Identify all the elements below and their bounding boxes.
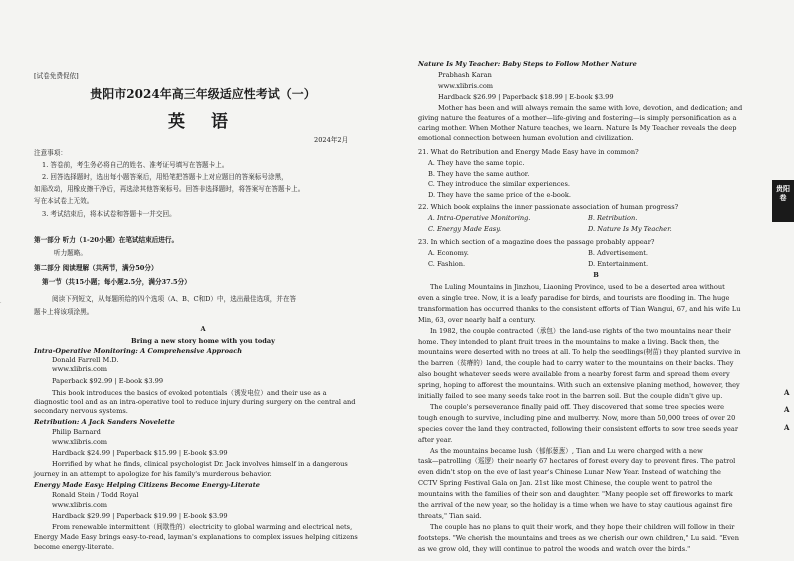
question-option: B. They have the same author.	[428, 170, 530, 178]
subject-title: 英 语	[168, 112, 238, 132]
passage-b-line: even a single tree. Now, it is a leafy paradise for birds, and tourists are flooding in. The huge	[418, 293, 730, 302]
passage-b-line: also bought whatever seeds were available from a nearby forest farm and spread them every	[418, 370, 730, 379]
book-price: Hardback $29.99 | Paperback $19.99 | E-book $3.99	[52, 512, 228, 520]
book-author: Prabhash Karan	[438, 71, 492, 79]
book-author: Philip Barnard	[52, 428, 101, 436]
book-desc: journey in an attempt to apologize for his family's murderous behavior.	[34, 470, 272, 478]
question-option: B. Retribution.	[588, 214, 638, 222]
passage-b-line: Min, 63, over nearly half a century.	[418, 315, 536, 324]
book-price: Paperback $92.99 | E-book $3.99	[52, 377, 164, 385]
book-title: Intra-Operative Monitoring: A Comprehensive Approach	[34, 347, 243, 355]
passage-b-line: The couple's perseverance finally paid off. They discovered that some tree species were	[430, 402, 725, 411]
part2-section: 第一节（共15小题；每小题2.5分，满分37.5分）	[42, 278, 191, 286]
book-desc: From renewable intermittent（间歇性的）electricity to global warming and electrical nets,	[52, 523, 353, 531]
passage-b-line: the barren（贫瘠的）land, the couple had to carry water to the mountains on their backs. They	[418, 359, 734, 368]
passage-b-line: species cover the land they contracted, following their consistent efforts to sow tree seeds year	[418, 424, 738, 433]
note-item: 2. 回答选择题时，选出每小题答案后，用铅笔把答题卡上对应题目的答案标号涂黑，	[42, 173, 288, 181]
passage-a-letter: A	[200, 325, 206, 333]
book-title: Retribution: A Jack Sanders Novelette	[34, 418, 175, 426]
question-option: C. They introduce the similar experiences.	[428, 180, 570, 188]
note-item: 写在本试卷上无效。	[34, 197, 94, 205]
book-author: Donald Farrell M.D.	[52, 356, 119, 364]
book-title: Nature Is My Teacher: Baby Steps to Follow Mother Nature	[418, 60, 637, 68]
notes-label: 注意事项：	[34, 149, 67, 157]
margin-mark: A	[784, 388, 790, 397]
book-title: Energy Made Easy: Helping Citizens Become Energy-Literate	[34, 481, 260, 489]
passage-b-line: As the mountains became lush（郁郁葱葱）, Tian and Lu were charged with a new	[430, 446, 703, 455]
question-option: D. Entertainment.	[588, 260, 649, 268]
question-option: A. Intra-Operative Monitoring.	[428, 214, 531, 222]
exam-date: 2024年2月	[314, 136, 349, 144]
passage-b-line: CCTV Spring Festival Gala on Jan. 21st like most Chinese, the couple went to patrol the	[418, 479, 713, 488]
margin-mark: A	[784, 405, 790, 414]
book-desc: diagnostic tool and as an intra-operative tool to reduce injury during surgery on the central and	[34, 398, 356, 406]
passage-b-line: the arrival of the new year, so the holiday is a time when we have to stay cautious against fire	[418, 501, 733, 509]
book-desc: caring mother. When Mother Nature teaches, we learn. Nature Is My Teacher reveals the deep	[418, 124, 737, 132]
exam-title: 贵阳市2024年高三年级适应性考试（一）	[90, 87, 316, 101]
part2-line: 第二部分 阅读理解（共两节，满分50分）	[34, 264, 158, 272]
question-option: C. Fashion.	[428, 260, 466, 268]
passage-b-line: threats," Tian said.	[418, 511, 482, 520]
region-tab-line: 贵阳	[776, 184, 790, 193]
book-site: www.xlibris.com	[52, 438, 108, 446]
book-site: www.xlibris.com	[52, 365, 108, 373]
book-desc: Energy Made Easy brings easy-to-read, layman's explanations to complex issues helping citizens	[34, 533, 358, 541]
part2-instr: 题卡上将该项涂黑。	[34, 308, 94, 316]
passage-b-letter: B	[593, 271, 599, 279]
passage-b-line: mountains with the families of their son and daughter. "Many people set off fireworks to mark	[418, 490, 733, 499]
question-option: C. Energy Made Easy.	[428, 225, 502, 233]
margin-mark: A	[784, 423, 790, 432]
passage-b-line: In 1982, the couple contracted（承包）the land-use rights of the two mountains near their	[430, 326, 731, 335]
exam-tag: [试卷免费促依]	[34, 72, 79, 80]
note-item: 3. 考试结束后，将本试卷和答题卡一并交回。	[42, 210, 176, 218]
question-stem: 22. Which book explains the inner passionate association of human progress?	[418, 203, 679, 211]
question-option: A. Economy.	[428, 249, 469, 257]
note-item: 1. 答卷前，考生务必将自己的姓名、准考证号填写在答题卡上。	[42, 161, 229, 169]
book-desc: become energy-literate.	[34, 543, 114, 551]
book-desc: Mother has been and will always remain the same with love, devotion, and dedication; and	[438, 104, 743, 112]
passage-b-line: transformation has occurred thanks to the consistent efforts of Tian Wangui, 67, and his wife Lu	[418, 304, 741, 313]
question-option: D. Nature Is My Teacher.	[588, 225, 672, 233]
question-option: B. Advertisement.	[588, 249, 648, 257]
passage-b-line: as we grow old, they will continue to patrol the woods and watch over the birds."	[418, 544, 691, 553]
book-site: www.xlibris.com	[52, 501, 108, 509]
binding-edge: ·	[0, 300, 2, 306]
part1-sub: 听力题略。	[54, 249, 87, 257]
book-price: Hardback $24.99 | Paperback $15.99 | E-book $3.99	[52, 449, 228, 457]
passage-b-line: home. They intended to plant fruit trees in the mountains to make a living. Back then, the	[418, 337, 719, 346]
region-tab	[772, 180, 794, 222]
passage-b-line: mountains were deserted with no trees at all. To help the seedlings(树苗) they planted survive in	[418, 348, 741, 357]
question-stem: 21. What do Retribution and Energy Made Easy have in common?	[418, 148, 639, 156]
passage-b-line: task—patrolling（巡逻）their nearly 67 hectares of forest every day to prevent fires. The patrol	[418, 457, 736, 466]
book-desc: secondary nervous systems.	[34, 407, 128, 415]
book-site: www.xlibris.com	[438, 82, 494, 90]
passage-a-heading: Bring a new story home with you today	[131, 337, 275, 345]
passage-b-line: The Luling Mountains in Jinzhou, Liaoning Province, used to be a deserted area without	[430, 283, 725, 291]
part1-line: 第一部分 听力（1-20小题）在笔试结束后进行。	[34, 236, 179, 244]
passage-b-line: The couple has no plans to quit their work, and they hope their children will follow in their	[430, 522, 735, 531]
book-desc: Horrified by what he finds, clinical psychologist Dr. Jack involves himself in a dangerous	[52, 460, 348, 468]
question-option: A. They have the same topic.	[428, 159, 525, 167]
note-item: 如需改动，用橡皮擦干净后，再选涂其他答案标号。回答非选择题时，将答案写在答题卡上。	[34, 185, 305, 193]
part2-instr: 阅读下列短文，从每题所给的四个选项（A、B、C和D）中，选出最佳选项，并在答	[52, 295, 297, 303]
passage-b-line: spring, hoping to afforest the mountains. With such an extensive planing method, however, they	[418, 381, 740, 390]
passage-b-line: footsteps. "We cherish the mountains and trees as we cherish our own children," Lu said. "Even	[418, 533, 739, 542]
book-author: Ronald Stein / Todd Royal	[52, 491, 139, 499]
question-option: D. They have the same price of the e-book.	[428, 191, 571, 199]
passage-b-line: even didn't stop on the eve of last year's Chinese Lunar New Year. Instead of watching the	[418, 468, 721, 477]
book-desc: This book introduces the basics of evoked potentials（诱发电位）and their use as a	[52, 389, 327, 397]
passage-b-line: after year.	[418, 435, 453, 444]
book-desc: giving nature the features of a mother—life-giving and fostering—is simply personification as a	[418, 114, 737, 122]
book-desc: emotional connection between human evolution and civilization.	[418, 134, 634, 142]
passage-b-line: initially failed to see many seeds take root in the barren soil. But the couple didn't give up.	[418, 392, 723, 400]
region-tab-line: 卷	[779, 193, 787, 202]
passage-b-line: tough enough to survive, including pine and mulberry. Now, more than 50,000 trees of over 20	[418, 413, 736, 422]
question-stem: 23. In which section of a magazine does the passage probably appear?	[418, 238, 655, 246]
book-price: Hardback $26.99 | Paperback $18.99 | E-book $3.99	[438, 93, 614, 101]
